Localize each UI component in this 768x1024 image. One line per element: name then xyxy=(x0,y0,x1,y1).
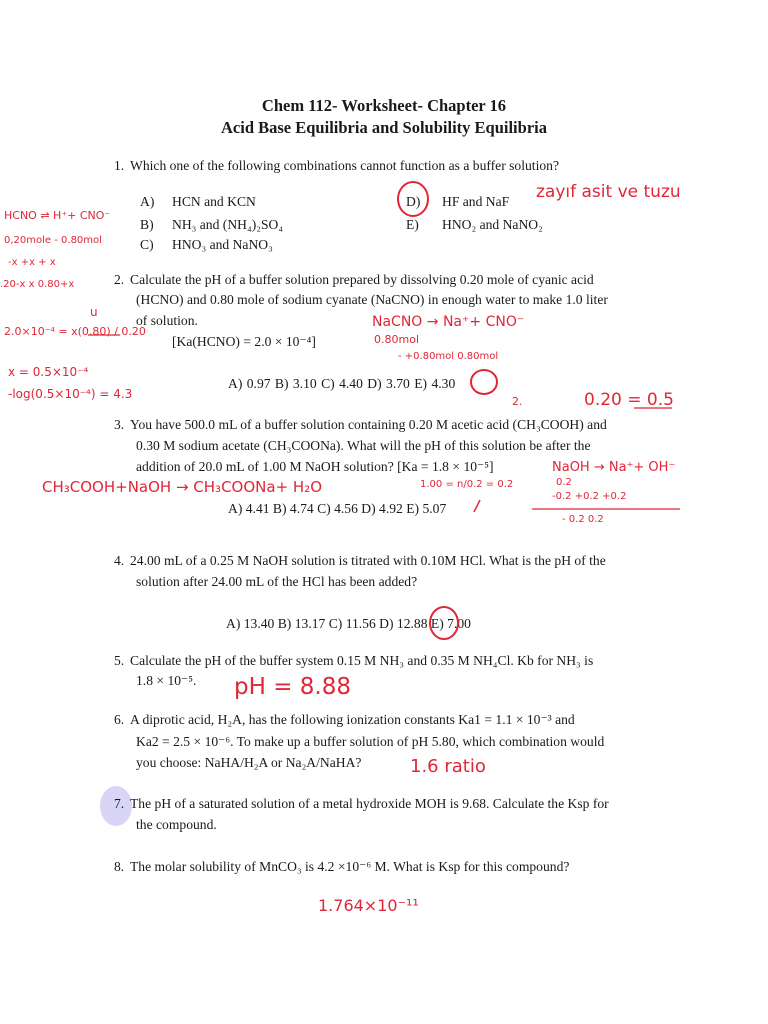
q6-line-3: you choose: NaHA/H₂A or Na₂A/NaHA? xyxy=(136,755,362,770)
q2-line-1: Calculate the pH of a buffer solution prepared by dissolving 0.20 mole of cyanic acid xyxy=(130,272,594,287)
hw-q8-answer: 1.764×10⁻¹¹ xyxy=(318,896,419,915)
q1-option-b: NH₃ and (NH₄)₂SO₄ xyxy=(172,217,284,232)
hw-ka-calculation: 2.0×10⁻⁴ = x(0.80) / 0.20 xyxy=(4,325,146,338)
q5-line-1: Calculate the pH of the buffer system 0.15 M NH₃ and 0.35 M NH₄Cl. Kb for NH₃ is xyxy=(130,653,594,668)
hw-q6-answer: 1.6 ratio xyxy=(410,756,486,777)
q2-number: 2. xyxy=(114,272,125,287)
q2-answer-circle xyxy=(471,370,497,394)
q1-option-e-label: E) xyxy=(406,217,419,232)
q7-line-2: the compound. xyxy=(136,817,217,832)
hw-x-value: x = 0.5×10⁻⁴ xyxy=(8,365,89,379)
hw-q1-note: zayıf asit ve tuzu xyxy=(536,182,681,202)
q1-option-a-label: A) xyxy=(140,194,155,209)
q1-number: 1. xyxy=(114,158,125,173)
q1-option-d: HF and NaF xyxy=(442,194,510,209)
q1-option-b-label: B) xyxy=(140,217,154,232)
q3-number: 3. xyxy=(114,417,125,432)
hw-ice-row-3: .20-x x 0.80+x xyxy=(0,279,75,290)
q4-number: 4. xyxy=(114,553,125,568)
hw-ice-row-2: -x +x + x xyxy=(8,257,56,268)
hw-naoh-row-2: -0.2 +0.2 +0.2 xyxy=(552,491,627,502)
q3-line-2: 0.30 M sodium acetate (CH₃COONa). What will the pH of this solution be after the xyxy=(136,438,591,453)
hw-ratio-fraction: 0.20 = 0.5 xyxy=(584,390,674,410)
hw-nacno-change: - +0.80mol 0.80mol xyxy=(398,351,499,362)
q3-answer-tick xyxy=(474,500,480,512)
q6-line-2: Ka2 = 2.5 × 10⁻⁶. To make up a buffer solution of pH 5.80, which combination would xyxy=(136,734,605,749)
hw-q5-answer: pH = 8.88 xyxy=(234,674,351,700)
hw-ice-row-1: 0,20mole - 0.80mol xyxy=(4,235,102,246)
q3-line-1: You have 500.0 mL of a buffer solution containing 0.20 M acetic acid (CH₃COOH) and xyxy=(130,417,607,432)
q2-line-2: (HCNO) and 0.80 mole of sodium cyanate (NaCNO) in enough water to make 1.0 liter xyxy=(136,292,608,307)
worksheet-title: Chem 112- Worksheet- Chapter 16 xyxy=(261,96,507,115)
q7-line-1: The pH of a saturated solution of a metal hydroxide MOH is 9.68. Calculate the Ksp for xyxy=(130,796,609,811)
q5-line-2: 1.8 × 10⁻⁵. xyxy=(136,673,197,688)
q1-option-c-label: C) xyxy=(140,237,154,252)
q4-line-2: solution after 24.00 mL of the HCl has been added? xyxy=(136,574,418,589)
q1-text: Which one of the following combinations cannot function as a buffer solution? xyxy=(130,158,559,173)
q7-number: 7. xyxy=(114,796,125,811)
hw-acetic-equation: CH₃COOH+NaOH → CH₃COONa+ H₂O xyxy=(42,478,323,496)
q3-choices: A) 4.41 B) 4.74 C) 4.56 D) 4.92 E) 5.07 xyxy=(228,501,447,516)
hw-naoh-equation: NaOH → Na⁺+ OH⁻ xyxy=(552,460,676,475)
q1-option-a: HCN and KCN xyxy=(172,194,256,209)
q1-option-c: HNO₃ and NaNO₃ xyxy=(172,237,273,252)
worksheet-subtitle: Acid Base Equilibria and Solubility Equilibria xyxy=(221,118,547,137)
q5-number: 5. xyxy=(114,653,125,668)
hw-u-mark: u xyxy=(90,305,98,319)
hw-log-calculation: -log(0.5×10⁻⁴) = 4.3 xyxy=(8,387,133,401)
q4-line-1: 24.00 mL of a 0.25 M NaOH solution is titrated with 0.10M HCl. What is the pH of the xyxy=(130,553,606,568)
q3-line-3: addition of 20.0 mL of 1.00 M NaOH solution? [Ka = 1.8 × 10⁻⁵] xyxy=(136,459,494,474)
hw-mark-2: 2. xyxy=(512,395,523,408)
q2-line-3: of solution. xyxy=(136,313,198,328)
hw-nacno-equation: NaCNO → Na⁺+ CNO⁻ xyxy=(372,314,525,330)
q6-number: 6. xyxy=(114,712,125,727)
hw-naoh-row-1: 0.2 xyxy=(556,477,572,488)
q2-ka: [Ka(HCNO) = 2.0 × 10⁻⁴] xyxy=(172,334,316,349)
hw-naoh-row-3: - 0.2 0.2 xyxy=(562,514,604,525)
q8-line-1: The molar solubility of MnCO₃ is 4.2 ×10⁻⁶ M. What is Ksp for this compound? xyxy=(130,859,570,874)
q1-option-d-label: D) xyxy=(406,194,421,209)
q8-number: 8. xyxy=(114,859,125,874)
q4-choices: A) 13.40 B) 13.17 C) 11.56 D) 12.88 E) 7.00 xyxy=(226,616,471,631)
q2-choices: A) 0.97 B) 3.10 C) 4.40 D) 3.70 E) 4.30 xyxy=(228,376,456,391)
q1-option-e: HNO₂ and NaNO₂ xyxy=(442,217,543,232)
hw-nacno-moles: 0.80mol xyxy=(374,333,419,346)
hw-moles-fraction: 1.00 = n/0.2 = 0.2 xyxy=(420,479,514,490)
q6-line-1: A diprotic acid, H₂A, has the following ionization constants Ka1 = 1.1 × 10⁻³ and xyxy=(130,712,575,727)
hw-hcno-equilibrium: HCNO ⇌ H⁺+ CNO⁻ xyxy=(4,209,111,222)
